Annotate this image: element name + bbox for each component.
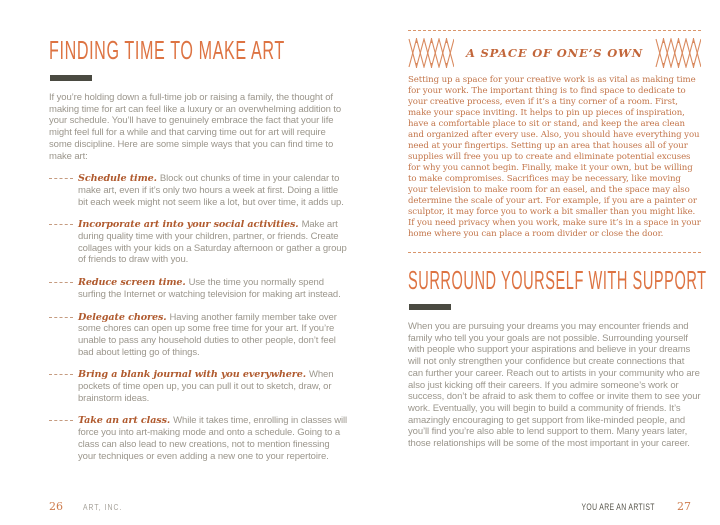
list-item — [49, 277, 347, 300]
list-item — [49, 173, 347, 208]
title-underline-bar — [50, 75, 92, 81]
dash-leader — [49, 224, 73, 225]
page-number-right: 27 — [677, 500, 691, 513]
item-lead: Incorporate art into your social activities. — [78, 219, 299, 231]
item-lead: Delegate chores. — [78, 311, 167, 323]
dash-leader — [49, 178, 73, 179]
left-page-heading — [49, 30, 347, 67]
lattice-ornament-icon — [408, 38, 454, 68]
lattice-ornament-icon — [655, 38, 701, 68]
left-footer — [49, 500, 129, 513]
item-text: Having another family member take over some chores can open up some free time for your art. If you’re unable to pass any household duties to other people, don’t feel bad about letting go of things. — [78, 311, 337, 358]
dash-leader — [49, 317, 73, 318]
list-item — [49, 219, 347, 266]
item-lead: Reduce screen time. — [78, 277, 186, 289]
page-title: FINDING TIME TO MAKE ART — [49, 35, 285, 65]
item-lead: Schedule time. — [78, 173, 157, 185]
item-text: Block out chunks of time in your calendar to make art, even if it’s only two hours a week at first. Doing a little bit each week might not seem like a lot, but over time, it adds up. — [78, 173, 344, 208]
title-underline-bar — [409, 304, 451, 310]
sidebar-body: Setting up a space for your creative work is as vital as making time for your work. The important thing is to find space to dedicate to your creative process, even if it’s a tiny corner of a room. First, make your space inviting. It helps to pin up pieces of inspiration, have a comfortable place to sit or stand, and keep the area clean and organized after every use. Also, you should have everything you need at your fingertips. Setting up an area that houses all of your supplies will free you up to create and eliminate potential excuses for why you cannot begin. Finally, make it your own, but be willing to make compromises. Sacrifices may be necessary, like moving your television to make room for an easel, and the space may also determine the scale of your art. For example, if you are a painter or sculptor, it may force you to work a bit smaller than you might like. If you need privacy when you work, make sure it’s in a space in your home where you can place a room divider or close the door. — [408, 75, 701, 239]
list-item — [49, 415, 347, 462]
right-footer — [553, 500, 691, 513]
running-chapter-title: YOU ARE AN ARTIST — [581, 502, 655, 513]
support-paragraph: When you are pursuing your dreams you may encounter friends and family who tell you your goals are not possible. Surrounding yourself with people who support your aspirations and believe in your dreams will not only strengthen your confidence but create connections that can further your career. Reach out to artists in your community who are also just kicking off their careers. If you admire someone’s work or success, don’t be afraid to ask them to coffee or invite them to see your work. Eventually, you will begin to build a community of friends. It’s amazingly encouraging to get support from like-minded people, and you’ll find you’re also able to lend support to them. Many years later, those relationships will be some of the most important in your career. — [408, 321, 701, 450]
left-page — [49, 30, 347, 473]
item-lead: Take an art class. — [78, 415, 171, 427]
section-title: SURROUND YOURSELF WITH SUPPORT — [408, 265, 707, 295]
page-number-left: 26 — [49, 500, 63, 513]
list-item — [49, 312, 347, 359]
item-text: Use the time you normally spend surfing the Internet or watching television for making art instead. — [78, 277, 341, 300]
item-text: While it takes time, enrolling in classes will force you into art-making mode and onto a schedule. Going to a class can also lead to new creations, not to mention finessing your techniques or even adding a new one to your repertoire. — [78, 415, 348, 462]
dash-leader — [49, 420, 73, 421]
item-text: When pockets of time open up, you can pull it out to sketch, draw, or brainstorm ideas. — [78, 369, 334, 404]
intro-paragraph: If you’re holding down a full-time job or raising a family, the thought of making time for art can feel like a luxury or an overwhelming addition to your schedule. You’ll have to genuinely embrace the fact that your life might feel full for a while and that carving time out for art will require some discipline. Here are some simple ways that you can find time to make art: — [49, 92, 342, 162]
item-lead: Bring a blank journal with you everywhere. — [78, 369, 306, 381]
item-text: Make art during quality time with your children, partner, or friends. Create collages with your kids on a Saturday afternoon or gather a group of friends to draw with you. — [78, 219, 347, 266]
right-page — [408, 30, 707, 450]
dash-leader — [49, 282, 73, 283]
sidebar-box — [408, 30, 701, 253]
right-page-heading — [408, 265, 707, 296]
dash-leader — [49, 374, 73, 375]
tips-list — [49, 173, 347, 462]
sidebar-title: A SPACE OF ONE’S OWN — [465, 46, 644, 60]
list-item — [49, 369, 347, 404]
sidebar-header — [408, 38, 701, 68]
support-section — [408, 265, 707, 450]
running-book-title: ART, INC. — [83, 503, 123, 512]
